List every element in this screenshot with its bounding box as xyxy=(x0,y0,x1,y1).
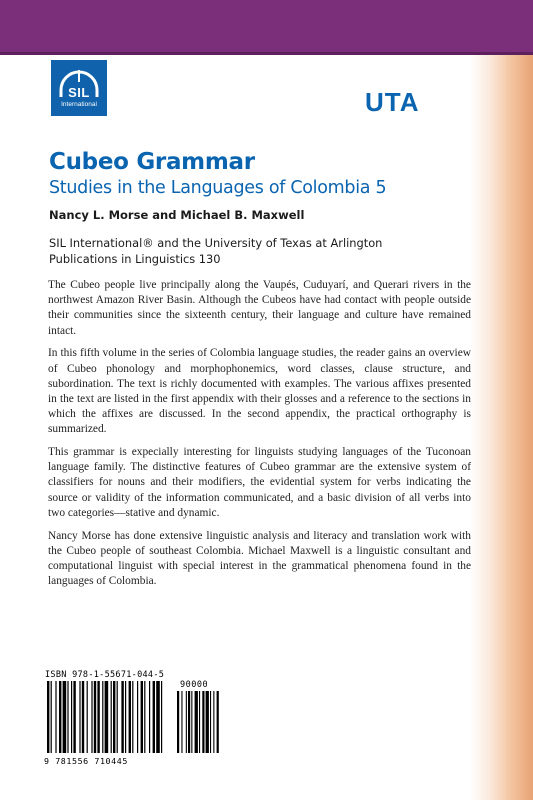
uta-logo: UTA xyxy=(365,87,420,117)
blurb-text xyxy=(48,278,471,597)
price-code: 90000 xyxy=(180,680,209,690)
blurb-paragraph: Nancy Morse has done extensive linguistic analysis and literacy and translation work with the Cubeo people of southeast Colombia. Michael Maxwell is a linguistic consultant and computational linguist with special interest in the grammatical phenomena found in the languages of Colombia. xyxy=(48,529,471,588)
book-title: Cubeo Grammar xyxy=(49,149,255,175)
sil-international-logo xyxy=(51,60,107,116)
publisher-line: SIL International® and the University of Texas at Arlington xyxy=(49,236,383,250)
publisher-info xyxy=(49,235,469,267)
blurb-paragraph: The Cubeo people live principally along the Vaupés, Cuduyarí, and Querari rivers in the northwest Amazon River Basin. Although the Cubeos have had contact with people outside their communities since the sixteenth century, their language and culture have remained intact. xyxy=(48,279,471,337)
series-line: Publications in Linguistics 130 xyxy=(49,252,221,266)
barcode-bars xyxy=(43,681,223,756)
sil-logo-mark: SIL xyxy=(68,85,90,100)
blurb-paragraph: In this fifth volume in the series of Colombia language studies, the reader gains an overview of Cubeo phonology and morphophonemics, word classes, clause structure, and subordination. The text is richly documented with examples. The various affixes presented in the text are listed in the first appendix with their glosses and a reference to the sections in which the affixes are discussed. In the second appendix, the practical orthography is summarized. xyxy=(48,347,471,436)
isbn-label: ISBN 978-1-55671-044-5 xyxy=(45,670,165,680)
blurb-paragraph: This grammar is expecially interesting for linguists studying languages of the Tuconoan language family. The distinctive features of Cubeo grammar are the extensive system of classifiers for nouns and their modifiers, the evidential system for verbs indicating the source or validity of the information communicated, and a basic division of all verbs into two categories—stative and dynamic. xyxy=(48,446,471,519)
barcode-digits: 9 781556 710445 xyxy=(44,756,128,766)
book-authors: Nancy L. Morse and Michael B. Maxwell xyxy=(49,208,305,222)
isbn-barcode xyxy=(43,668,225,771)
top-color-band xyxy=(0,0,533,55)
book-subtitle: Studies in the Languages of Colombia 5 xyxy=(49,178,387,198)
sil-logo-subtext: International xyxy=(61,101,97,108)
